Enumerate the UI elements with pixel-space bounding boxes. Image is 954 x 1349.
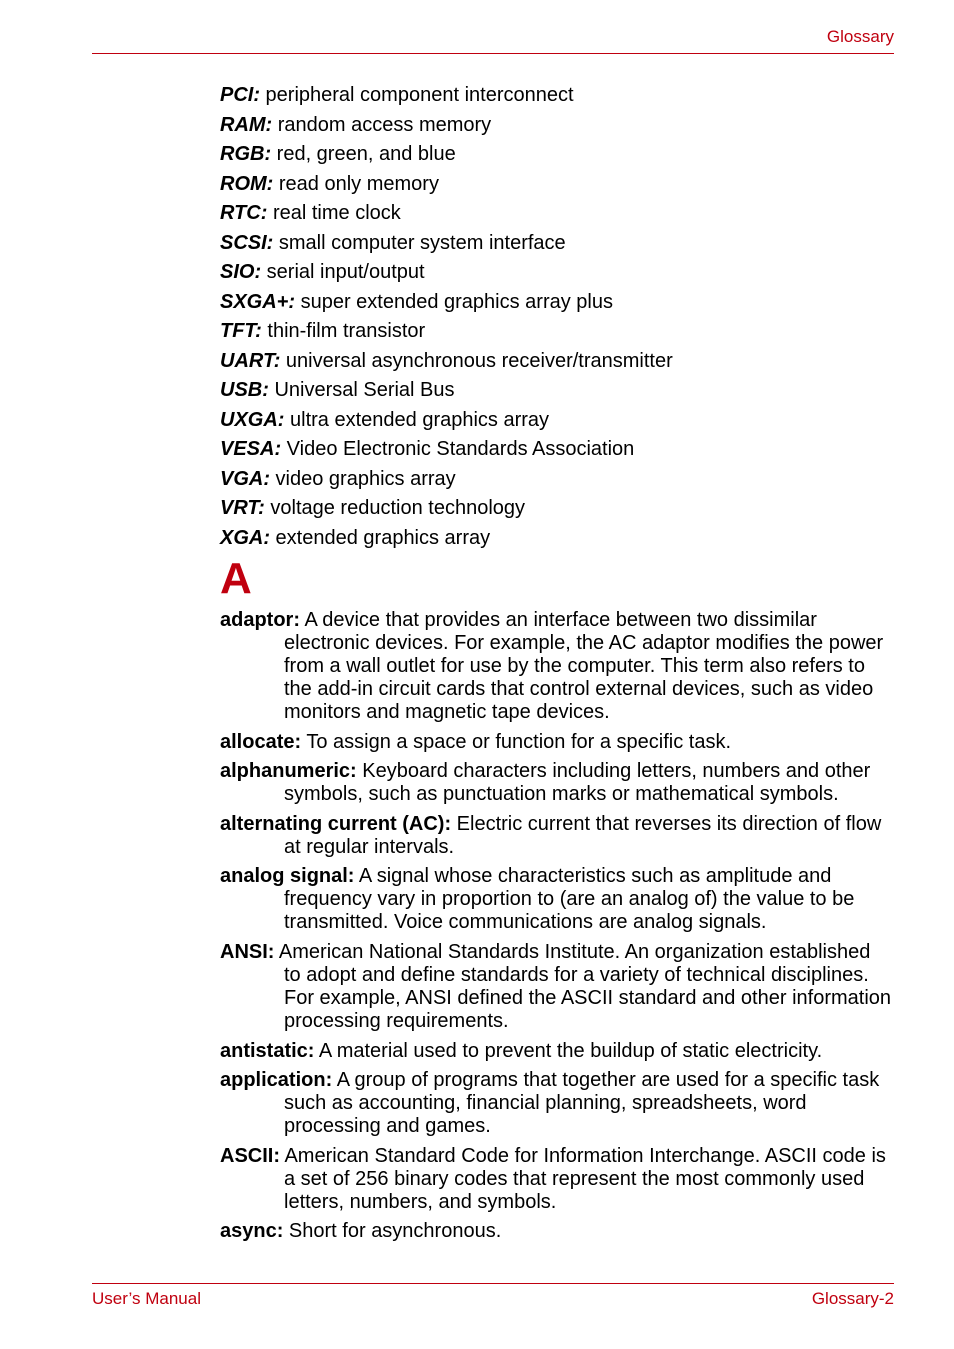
glossary-definition: Electric current that reverses its direction of flow at regular intervals. [284, 812, 882, 858]
abbreviation-list [220, 83, 900, 555]
abbreviation-term: TFT: [220, 320, 262, 342]
glossary-definition: Short for asynchronous. [283, 1220, 502, 1243]
abbreviation-definition: universal asynchronous receiver/transmitter [280, 349, 673, 372]
footer-page-number: Glossary-2 [811, 1289, 894, 1308]
glossary-term: async: [220, 1220, 284, 1243]
abbreviation-entry [220, 83, 900, 113]
abbreviation-entry [220, 437, 900, 467]
abbreviation-entry [220, 290, 900, 320]
abbreviation-entry [220, 408, 900, 438]
abbreviation-definition: read only memory [273, 172, 439, 195]
section-letter-heading: A [220, 554, 252, 603]
abbreviation-term: SCSI: [220, 231, 274, 254]
abbreviation-term: RAM: [220, 113, 273, 136]
footer-manual-title: User’s Manual [92, 1289, 201, 1308]
abbreviation-entry [220, 378, 900, 408]
glossary-entry [220, 1220, 892, 1243]
abbreviation-definition: extended graphics array [270, 526, 491, 549]
abbreviation-term: VGA: [220, 467, 270, 490]
abbreviation-definition: Universal Serial Bus [268, 379, 455, 401]
abbreviation-term: USB: [220, 379, 269, 401]
glossary-entry [220, 813, 892, 859]
abbreviation-term: ROM: [220, 172, 274, 195]
abbreviation-definition: serial input/output [261, 261, 425, 283]
glossary-definition: A group of programs that together are used for a specific task such as accounting, financial planning, spreadsheets, word processing and games. [284, 1069, 880, 1138]
glossary-definition: A device that provides an interface between two dissimilar electronic devices. For example, the AC adaptor modifies the power from a wall outlet for use by the computer. This term also refers to the add-in circuit cards that control external devices, such as video monitors and magnetic tape devices. [284, 609, 884, 723]
abbreviation-term: RTC: [220, 202, 268, 224]
abbreviation-definition: peripheral component interconnect [260, 84, 574, 106]
abbreviation-entry [220, 496, 900, 526]
glossary-term: ASCII: [220, 1144, 280, 1167]
abbreviation-entry [220, 201, 900, 231]
glossary-term: antistatic: [220, 1039, 315, 1062]
abbreviation-entry [220, 142, 900, 172]
abbreviation-term: SXGA+: [220, 290, 296, 313]
abbreviation-entry [220, 231, 900, 261]
glossary-term: application: [220, 1069, 333, 1092]
abbreviation-definition: Video Electronic Standards Association [281, 438, 635, 460]
abbreviation-term: VRT: [220, 497, 265, 519]
abbreviation-entry [220, 349, 900, 379]
abbreviation-entry [220, 319, 900, 349]
abbreviation-term: VESA: [220, 438, 282, 460]
glossary-definition: A signal whose characteristics such as amplitude and frequency vary in proportion to (are an analog of) the value to be transmitted. Voice communications are analog signals. [284, 865, 855, 934]
abbreviation-definition: thin-film transistor [261, 320, 426, 342]
abbreviation-term: SIO: [220, 261, 262, 283]
abbreviation-term: XGA: [220, 526, 270, 549]
glossary-entry [220, 941, 892, 1033]
glossary-term: ANSI: [220, 940, 275, 963]
glossary-entry [220, 731, 892, 754]
glossary-term: alternating current (AC): [220, 812, 452, 835]
abbreviation-entry [220, 113, 900, 143]
abbreviation-entry [220, 260, 900, 290]
glossary-entry [220, 609, 892, 724]
glossary-entry [220, 865, 892, 934]
glossary-list [220, 609, 892, 1250]
abbreviation-term: RGB: [220, 143, 272, 165]
glossary-definition: Keyboard characters including letters, numbers and other symbols, such as punctuation marks or mathematical symbols. [284, 760, 871, 806]
abbreviation-definition: super extended graphics array plus [295, 290, 613, 313]
abbreviation-definition: random access memory [272, 113, 492, 136]
footer-rule [92, 1283, 894, 1284]
glossary-definition: American Standard Code for Information Interchange. ASCII code is a set of 256 binary codes that represent the most commonly used letters, numbers, and symbols. [280, 1144, 886, 1213]
glossary-term: analog signal: [220, 865, 355, 888]
glossary-entry [220, 760, 892, 806]
abbreviation-definition: voltage reduction technology [264, 497, 526, 519]
abbreviation-term: PCI: [220, 84, 260, 106]
abbreviation-definition: small computer system interface [273, 231, 566, 254]
abbreviation-definition: video graphics array [270, 467, 456, 490]
abbreviation-definition: red, green, and blue [271, 143, 456, 165]
glossary-entry [220, 1040, 892, 1063]
glossary-term: allocate: [220, 730, 302, 753]
abbreviation-term: UART: [220, 349, 281, 372]
header-rule [92, 53, 894, 54]
glossary-term: alphanumeric: [220, 760, 357, 783]
glossary-entry [220, 1069, 892, 1138]
glossary-definition: To assign a space or function for a specific task. [301, 730, 732, 753]
abbreviation-entry [220, 526, 900, 556]
glossary-entry [220, 1145, 892, 1214]
running-header-title: Glossary [826, 27, 894, 46]
glossary-definition: American National Standards Institute. An organization established to adopt and define standards for a variety of technical disciplines. For example, ANSI defined the ASCII standard and other information processing requirements. [274, 940, 892, 1032]
abbreviation-entry [220, 172, 900, 202]
abbreviation-term: UXGA: [220, 408, 285, 431]
abbreviation-definition: real time clock [267, 202, 401, 224]
glossary-term: adaptor: [220, 609, 300, 631]
abbreviation-definition: ultra extended graphics array [284, 408, 550, 431]
abbreviation-entry [220, 467, 900, 497]
glossary-definition: A material used to prevent the buildup of static electricity. [314, 1039, 823, 1062]
